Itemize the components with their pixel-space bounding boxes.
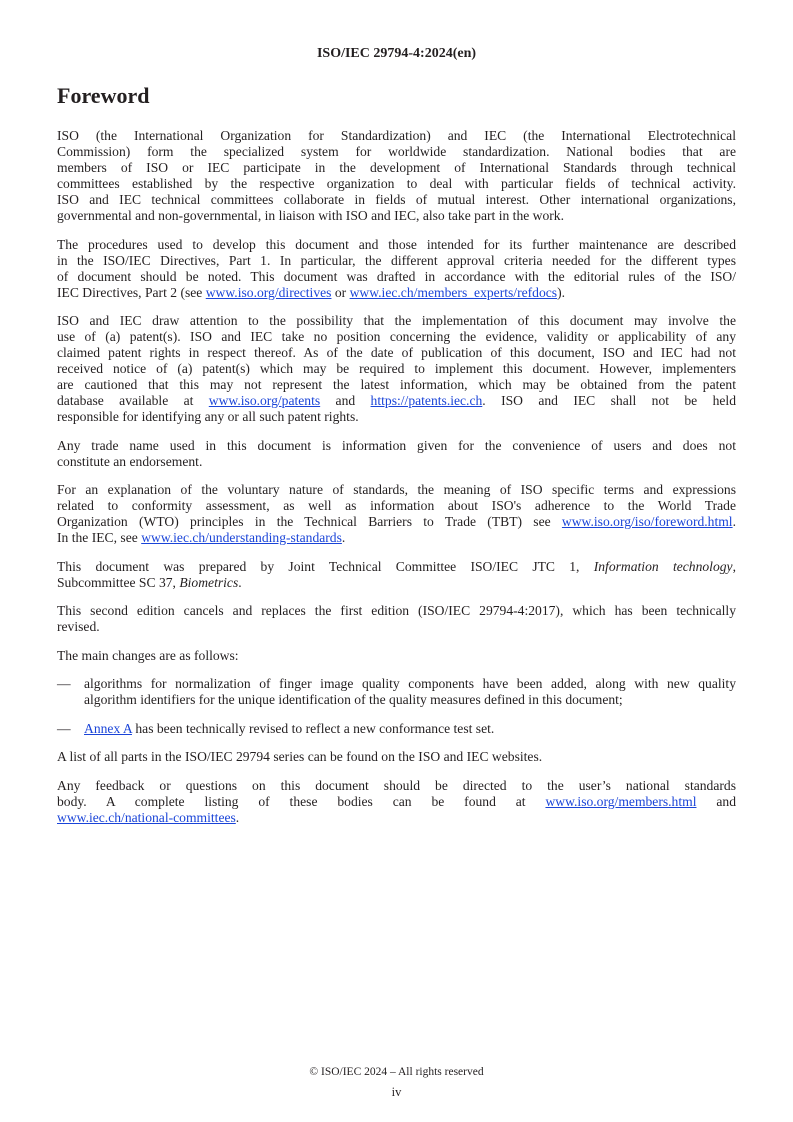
text-line [57,192,736,208]
text-segment: For an explanation of the voluntary nature of standards, the meaning of ISO specific terms and expressions [57,482,736,497]
paragraph [57,778,736,826]
text-segment: are cautioned that this may not represent the latest information, which may be obtained from the patent [57,377,736,392]
paragraph [57,648,736,664]
text-segment: In the IEC, see [57,530,142,545]
text-segment: Any feedback or questions on this document should be directed to the user’s national standards [57,777,736,793]
text-segment: IEC Directives, Part 2 (see [57,284,206,300]
text-segment: related to conformity assessment, as well as information about ISO's adherence to the World Trade [57,498,736,513]
text-line [57,530,736,546]
text-segment: Any trade name used in this document is information given for the convenience of users and does not [57,437,736,453]
text-segment: use of (a) patent(s). ISO and IEC take no position concerning the evidence, validity or applicability of any [57,329,736,344]
text-line [57,498,736,514]
text-segment: or [331,284,350,300]
text-segment: . [238,574,242,590]
text-segment: algorithm identifiers for the unique identification of the quality measures defined in this document; [84,692,623,707]
text-line [57,749,736,765]
text-line [84,692,736,708]
text-line [57,361,736,377]
text-segment: A list of all parts in the ISO/IEC 29794 series can be found on the ISO and IEC websites. [57,749,543,764]
text-line [57,160,736,176]
text-segment: The procedures used to develop this document and those intended for its further maintenance are described [57,236,736,252]
text-segment: This second edition cancels and replaces the first edition (ISO/IEC 29794-4:2017), which has been technically [57,603,736,618]
text-line [57,810,736,826]
hyperlink[interactable]: https://patents.iec.ch [370,393,483,408]
text-segment: in the ISO/IEC Directives, Part 1. In particular, the different approval criteria needed for the different types [57,252,736,268]
hyperlink[interactable]: www.iec.ch/members_experts/refdocs [349,284,558,300]
list-item [57,676,736,708]
paragraph [57,128,736,224]
paragraph [57,438,736,470]
text-line [57,313,736,329]
text-line [57,409,736,425]
text-segment: of document should be noted. This document was drafted in accordance with the editorial rules of the ISO/ [57,268,736,284]
list-dash: — [57,676,71,691]
text-line [57,778,736,794]
text-segment: revised. [57,619,100,634]
text-line [57,144,736,160]
text-segment: ISO (the International Organization for Standardization) and IEC (the International Electrotechnical [57,128,736,143]
text-line [84,721,736,737]
text-line [57,794,736,810]
text-segment: . ISO and IEC shall not be held [482,393,736,408]
hyperlink[interactable]: www.iso.org/patents [208,393,321,408]
text-line [57,482,736,498]
text-line [57,454,736,470]
italic-text: Information technology [593,558,733,574]
text-segment: and [320,393,371,408]
text-segment: ISO and IEC draw attention to the possibility that the implementation of this document may involve the [57,313,736,328]
text-segment: committees established by the respective organization to deal with particular fields of technical activity. [57,176,736,191]
text-line [57,559,736,575]
text-line [57,128,736,144]
text-segment: . [341,530,346,545]
text-segment: governmental and non-governmental, in liaison with ISO and IEC, also take part in the work. [57,208,565,223]
text-line [57,438,736,454]
hyperlink[interactable]: www.iso.org/directives [205,284,332,300]
text-line [57,619,736,635]
text-line [57,393,736,409]
paragraph [57,749,736,765]
text-segment: Commission) form the specialized system for worldwide standardization. National bodies that are [57,144,736,159]
foreword-body [57,128,736,838]
text-segment: and [696,793,736,809]
text-segment: ). [557,284,566,300]
text-segment: ISO and IEC technical committees collaborate in fields of mutual interest. Other international organizations, [57,192,736,207]
text-segment: Organization (WTO) principles in the Technical Barriers to Trade (TBT) see [57,514,562,529]
hyperlink[interactable]: www.iso.org/iso/foreword.html [561,514,733,529]
text-segment: members of ISO or IEC participate in the development of International Standards through technical [57,160,736,175]
text-segment: constitute an endorsement. [57,453,203,469]
paragraph [57,313,736,425]
page-number: iv [391,1085,402,1099]
text-segment: . [732,514,736,529]
text-segment: Subcommittee SC 37, [57,574,180,590]
text-line [57,329,736,345]
text-segment: This document was prepared by Joint Technical Committee ISO/IEC JTC 1, [57,558,594,574]
text-line [57,345,736,361]
text-line [57,253,736,269]
text-line [57,377,736,393]
text-segment: claimed patent rights in respect thereof. As of the date of publication of this document, ISO and IEC had not [57,345,736,360]
text-segment: algorithms for normalization of finger image quality components have been added, along with new quality [84,676,736,691]
text-segment: has been technically revised to reflect a new conformance test set. [131,720,495,736]
text-segment: received notice of (a) patent(s) which may be required to implement this document. However, implementers [57,361,736,376]
paragraph [57,482,736,546]
text-line [84,676,736,692]
text-line [57,603,736,619]
hyperlink[interactable]: www.iec.ch/national-committees [57,809,236,825]
text-line [57,285,736,301]
paragraph [57,237,736,301]
text-segment: responsible for identifying any or all such patent rights. [57,409,359,424]
text-line [57,208,736,224]
list-dash: — [57,720,71,736]
text-line [57,575,736,591]
hyperlink[interactable]: www.iec.ch/understanding-standards [141,530,342,545]
text-segment: . [235,809,240,825]
paragraph [57,559,736,591]
italic-text: Biometrics [179,574,239,590]
text-line [57,176,736,192]
text-segment: database available at [57,393,209,408]
text-segment: body. A complete listing of these bodies can be found at [57,793,546,809]
list-item [57,721,736,737]
text-segment: , [732,558,736,574]
text-line [57,237,736,253]
text-line [57,514,736,530]
hyperlink[interactable]: www.iso.org/members.html [545,793,697,809]
page-title: Foreword [57,83,150,108]
copyright-footer: © ISO/IEC 2024 – All rights reserved [309,1066,484,1078]
text-segment: The main changes are as follows: [57,647,239,663]
text-line [57,648,736,664]
hyperlink[interactable]: Annex A [84,720,132,736]
document-id-header: ISO/IEC 29794-4:2024(en) [316,46,477,61]
text-line [57,269,736,285]
paragraph [57,603,736,635]
